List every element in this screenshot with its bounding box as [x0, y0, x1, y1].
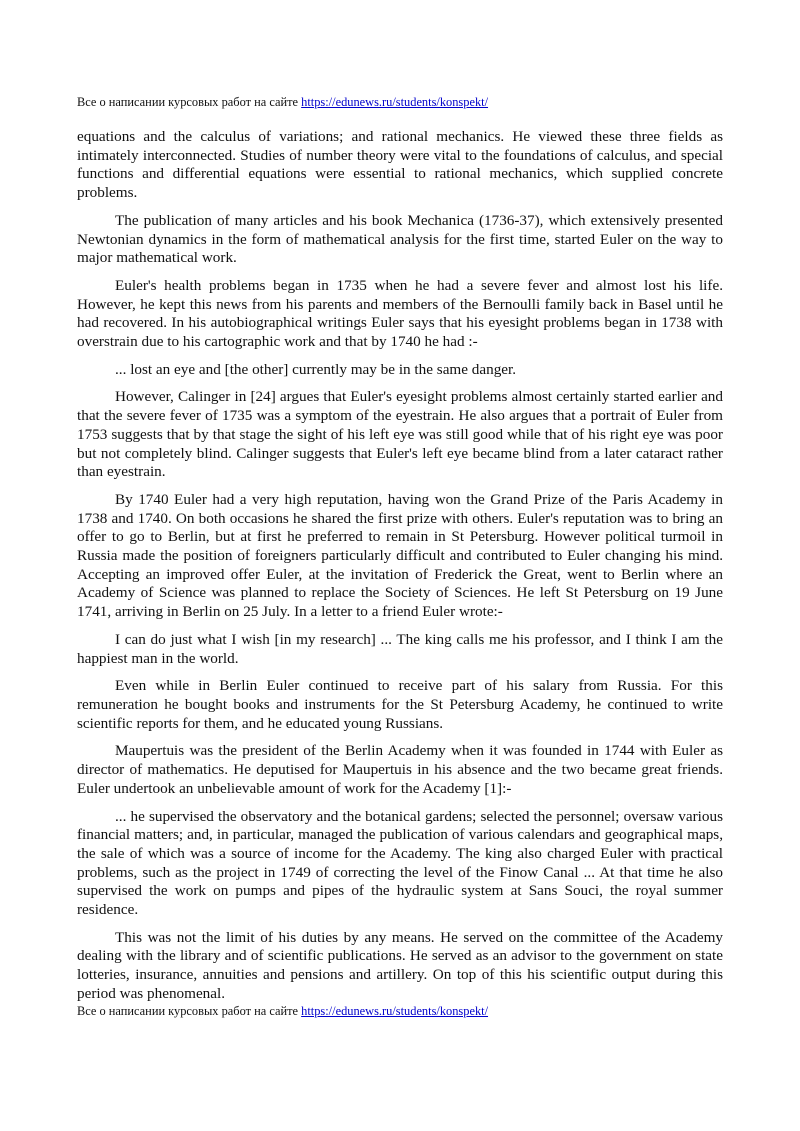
paragraph: Even while in Berlin Euler continued to receive part of his salary from Russia. For this remuneration he bought books and instruments for the St Petersburg Academy, he continued to write scientific reports for them, and he educated young Russians. — [77, 677, 723, 732]
header-text: Все о написании курсовых работ на сайте — [77, 95, 302, 109]
paragraph: Maupertuis was the president of the Berlin Academy when it was founded in 1744 with Euler as director of mathematics. He deputised for Maupertuis in his absence and the two became great friends. Euler undertook an unbelievable amount of work for the Academy [1]:- — [77, 742, 723, 797]
paragraph: Euler's health problems began in 1735 when he had a severe fever and almost lost his life. However, he kept this news from his parents and members of the Bernoulli family back in Basel until he had recovered. In his autobiographical writings Euler says that his eyesight problems began in 1738 with overstrain due to his cartographic work and that by 1740 he had :- — [77, 276, 723, 351]
footer-link[interactable]: https://edunews.ru/students/konspekt/ — [301, 1004, 489, 1018]
paragraph: equations and the calculus of variations; and rational mechanics. He viewed these three fields as intimately interconnected. Studies of number theory were vital to the foundations of calculus, and special functions and differential equations were essential to rational mechanics, which supplied concrete problems. — [77, 128, 723, 202]
quote-paragraph: I can do just what I wish [in my research] ... The king calls me his professor, and I think I am the happiest man in the world. — [77, 630, 723, 667]
quote-paragraph: ... he supervised the observatory and the botanical gardens; selected the personnel; oversaw various financial matters; and, in particular, managed the publication of various calendars and geographical maps, the sale of which was a source of income for the Academy. The king also charged Euler with practical problems, such as the project in 1749 of correcting the level of the Finow Canal ... At that time he also supervised the work on pumps and pipes of the hydraulic system at Sans Souci, the royal summer residence. — [77, 807, 723, 919]
paragraph: However, Calinger in [24] argues that Euler's eyesight problems almost certainly started earlier and that the severe fever of 1735 was a symptom of the eyestrain. He also argues that a portrait of Euler from 1753 suggests that by that stage the sight of his left eye was still good while that of his right eye was poor but not completely blind. Calinger suggests that Euler's left eye became blind from a later cataract rather than eyestrain. — [77, 388, 723, 481]
page-header — [77, 95, 488, 110]
document-body — [77, 128, 723, 1013]
paragraph: This was not the limit of his duties by any means. He served on the committee of the Academy dealing with the library and of scientific publications. He served as an advisor to the government on state lotteries, insurance, annuities and pensions and artillery. On top of this his scientific output during this period was phenomenal. — [77, 928, 723, 1002]
quote-paragraph: ... lost an eye and [the other] currently may be in the same danger. — [115, 360, 517, 378]
footer-text: Все о написании курсовых работ на сайте — [77, 1004, 302, 1018]
paragraph: The publication of many articles and his book Mechanica (1736-37), which extensively presented Newtonian dynamics in the form of mathematical analysis for the first time, started Euler on the way to major mathematical work. — [77, 211, 723, 267]
page-footer — [77, 1004, 488, 1019]
paragraph: By 1740 Euler had a very high reputation, having won the Grand Prize of the Paris Academy in 1738 and 1740. On both occasions he shared the first prize with others. Euler's reputation was to bring an offer to go to Berlin, but at first he preferred to remain in St Petersburg. However political turmoil in Russia made the position of foreigners particularly difficult and contributed to Euler changing his mind. Accepting an improved offer Euler, at the invitation of Frederick the Great, went to Berlin where an Academy of Science was planned to replace the Society of Sciences. He left St Petersburg on 19 June 1741, arriving in Berlin on 25 July. In a letter to a friend Euler wrote:- — [77, 490, 723, 621]
header-link[interactable]: https://edunews.ru/students/konspekt/ — [301, 95, 489, 109]
